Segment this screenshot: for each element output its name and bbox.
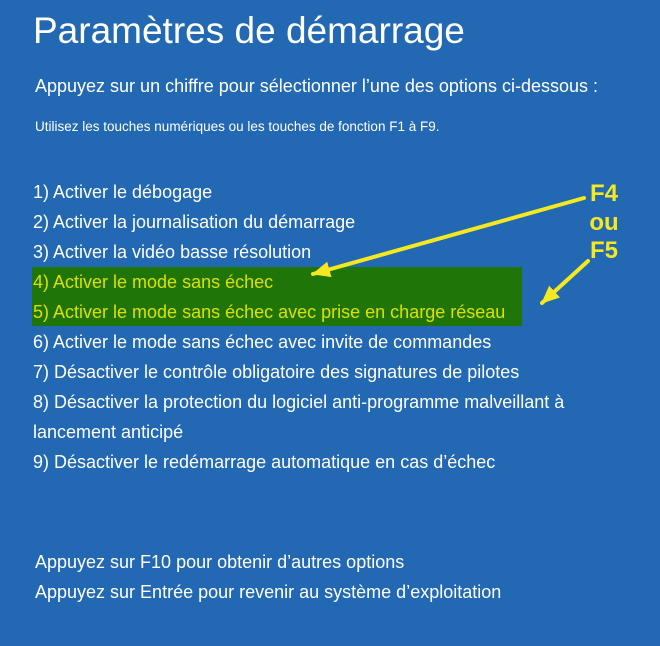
option-7-driver-signature-enforcement[interactable]: 7) Désactiver le contrôle obligatoire des signatures de pilotes — [33, 362, 520, 382]
option-8-continuation[interactable]: lancement anticipé — [33, 422, 184, 442]
option-9-auto-restart[interactable]: 9) Désactiver le redémarrage automatique en cas d’échec — [33, 452, 496, 472]
footer — [35, 547, 501, 607]
option-8-early-antimalware-protection[interactable]: 8) Désactiver la protection du logiciel anti-programme malveillant à — [33, 392, 565, 412]
page-title: Paramètres de démarrage — [33, 10, 465, 51]
instruction-text: Appuyez sur un chiffre pour sélectionner l’une des options ci-dessous : — [35, 76, 598, 96]
option-6-safe-mode-command-prompt[interactable]: 6) Activer le mode sans échec avec invite de commandes — [33, 332, 492, 352]
option-3-low-res-video[interactable]: 3) Activer la vidéo basse résolution — [33, 242, 312, 262]
option-1-enable-debugging[interactable]: 1) Activer le débogage — [33, 182, 213, 202]
annotation-f4: F4 — [589, 180, 618, 207]
option-5-safe-mode-networking[interactable]: 5) Activer le mode sans échec avec prise en charge réseau — [33, 302, 506, 322]
hint-text: Utilisez les touches numériques ou les touches de fonction F1 à F9. — [35, 119, 440, 134]
option-4-safe-mode[interactable]: 4) Activer le mode sans échec — [33, 272, 274, 292]
annotation-ou: ou — [589, 208, 619, 236]
options-list — [33, 177, 564, 477]
footer-enter-hint: Appuyez sur Entrée pour revenir au système d’exploitation — [35, 582, 502, 602]
footer-f10-hint: Appuyez sur F10 pour obtenir d’autres options — [35, 552, 405, 572]
option-2-boot-logging[interactable]: 2) Activer la journalisation du démarrage — [33, 212, 356, 232]
annotation-f5: F5 — [589, 237, 618, 264]
annotation-f4-f5-label — [578, 180, 630, 266]
